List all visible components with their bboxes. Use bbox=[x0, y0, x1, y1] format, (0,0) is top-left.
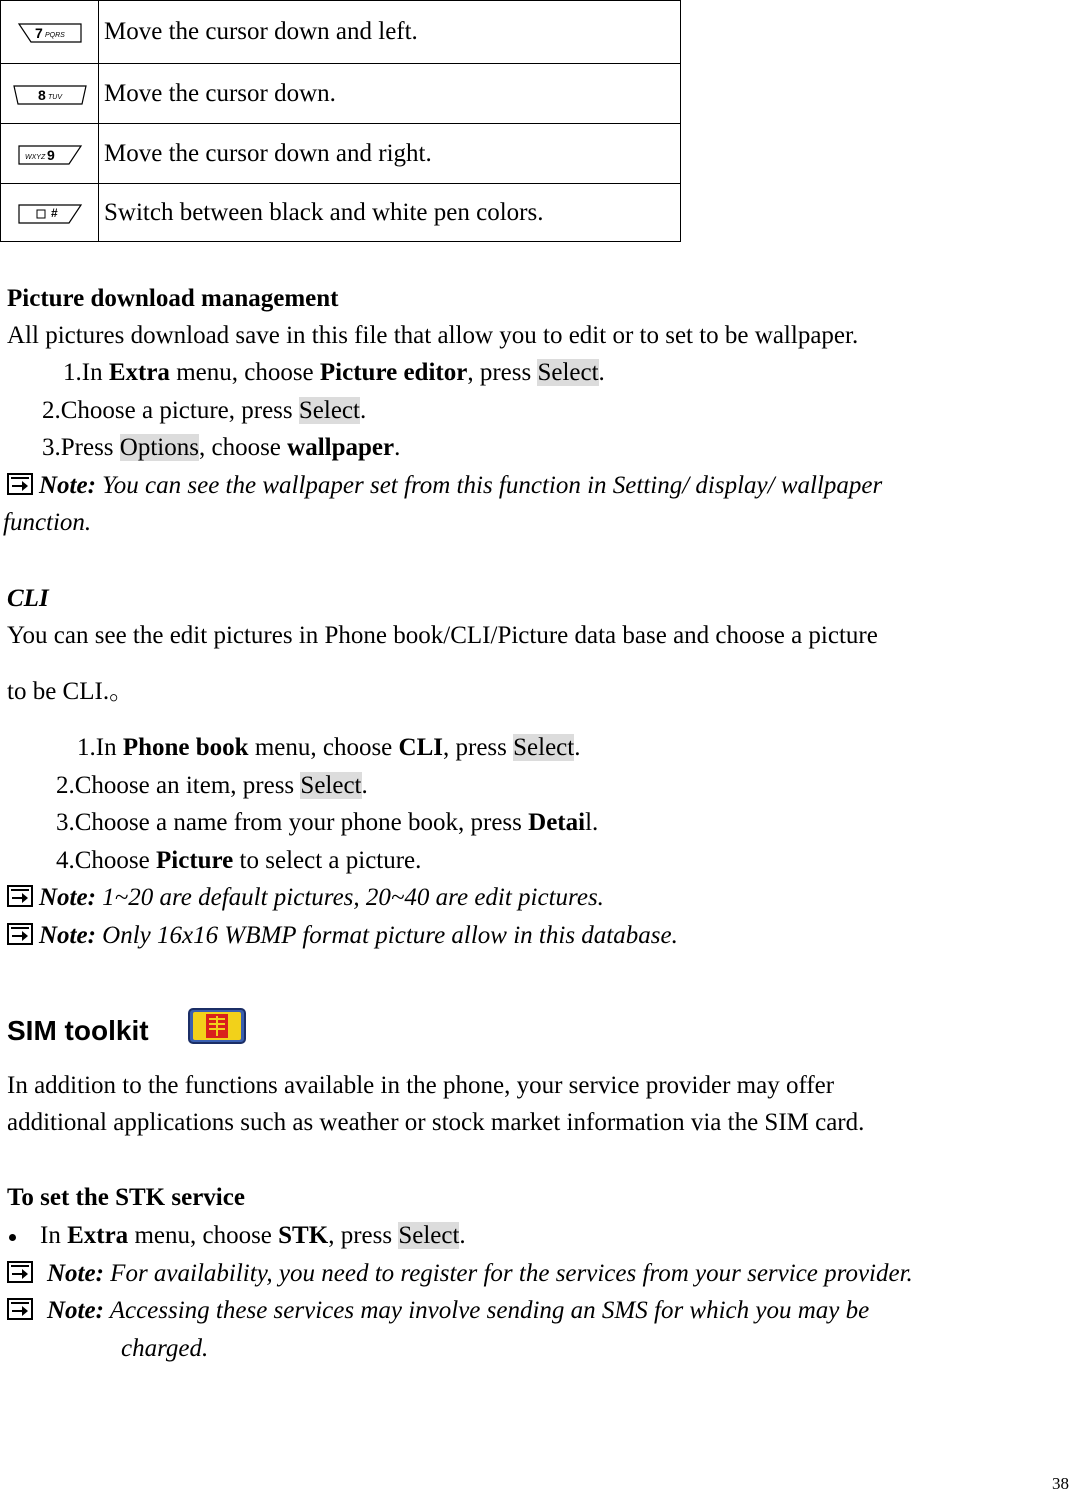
section-heading: CLI bbox=[7, 585, 49, 612]
svg-text:#: # bbox=[50, 205, 58, 220]
page-number: 38 bbox=[1052, 1474, 1069, 1493]
section-heading: To set the STK service bbox=[7, 1184, 245, 1211]
svg-text:9: 9 bbox=[46, 146, 55, 163]
key-desc: Move the cursor down and right. bbox=[99, 124, 681, 184]
note-continuation: charged. bbox=[121, 1335, 209, 1362]
section-heading: SIM toolkit bbox=[7, 1015, 149, 1046]
key-cell bbox=[1, 64, 99, 124]
key-desc: Switch between black and white pen colors. bbox=[99, 184, 681, 242]
select-softkey: Select bbox=[298, 397, 360, 424]
key-8-icon bbox=[12, 84, 88, 106]
note-icon bbox=[7, 885, 33, 907]
key-desc: Move the cursor down and left. bbox=[99, 1, 681, 64]
select-softkey: Select bbox=[513, 734, 575, 761]
step: 2.Choose a picture, press Select. bbox=[42, 397, 367, 424]
note: Note: Only 16x16 WBMP format picture allow in this database. bbox=[7, 921, 678, 951]
svg-text:WXYZ: WXYZ bbox=[24, 153, 45, 161]
bullet-dot bbox=[9, 1234, 16, 1241]
select-softkey: Select bbox=[300, 772, 362, 799]
step: 3.Press Options, choose wallpaper. bbox=[42, 434, 401, 461]
step: 4.Choose Picture to select a picture. bbox=[56, 847, 422, 874]
note: Note: For availability, you need to register for the services from your service provider. bbox=[7, 1259, 913, 1289]
options-softkey: Options bbox=[119, 434, 199, 461]
key-table bbox=[0, 0, 681, 242]
svg-text:TUV: TUV bbox=[47, 93, 62, 101]
paragraph: In addition to the functions available in the phone, your service provider may offer bbox=[7, 1072, 835, 1099]
svg-text:PQRS: PQRS bbox=[44, 32, 65, 40]
paragraph: You can see the edit pictures in Phone book/CLI/Picture data base and choose a picture bbox=[7, 622, 878, 649]
table-row bbox=[1, 184, 681, 242]
step: 1.In Extra menu, choose Picture editor, press Select. bbox=[63, 359, 605, 386]
key-cell bbox=[1, 184, 99, 242]
note-icon bbox=[7, 1298, 33, 1320]
paragraph: additional applications such as weather or stock market information via the SIM card. bbox=[7, 1109, 865, 1136]
step: 1.In Phone book menu, choose CLI, press Select. bbox=[77, 734, 581, 761]
note: Note: 1~20 are default pictures, 20~40 are edit pictures. bbox=[7, 883, 604, 913]
note-icon bbox=[7, 923, 33, 945]
paragraph: to be CLI.。 bbox=[7, 678, 135, 705]
note: Note: Accessing these services may involve sending an SMS for which you may be bbox=[7, 1296, 869, 1326]
note: Note: You can see the wallpaper set from this function in Setting/ display/ wallpaper bbox=[7, 471, 882, 501]
sim-toolkit-icon bbox=[188, 1008, 246, 1044]
key-desc: Move the cursor down. bbox=[99, 64, 681, 124]
table-row bbox=[1, 1, 681, 64]
bullet-item: In Extra menu, choose STK, press Select. bbox=[9, 1221, 466, 1251]
table-row bbox=[1, 124, 681, 184]
note-icon bbox=[7, 1261, 33, 1283]
step: 2.Choose an item, press Select. bbox=[56, 772, 368, 799]
step: 3.Choose a name from your phone book, press Detail. bbox=[56, 809, 599, 836]
section-heading: Picture download management bbox=[7, 285, 339, 312]
note-continuation: function. bbox=[3, 509, 92, 536]
key-hash-icon bbox=[17, 203, 83, 225]
key-7-icon bbox=[17, 22, 83, 44]
select-softkey: Select bbox=[537, 359, 599, 386]
key-9-icon bbox=[17, 144, 83, 166]
paragraph: All pictures download save in this file that allow you to edit or to set to be wallpaper. bbox=[7, 322, 859, 349]
select-softkey: Select bbox=[398, 1222, 460, 1249]
note-icon bbox=[7, 473, 33, 495]
key-cell bbox=[1, 1, 99, 64]
svg-text:7: 7 bbox=[34, 25, 43, 42]
key-cell bbox=[1, 124, 99, 184]
svg-text:8: 8 bbox=[37, 86, 46, 103]
table-row bbox=[1, 64, 681, 124]
